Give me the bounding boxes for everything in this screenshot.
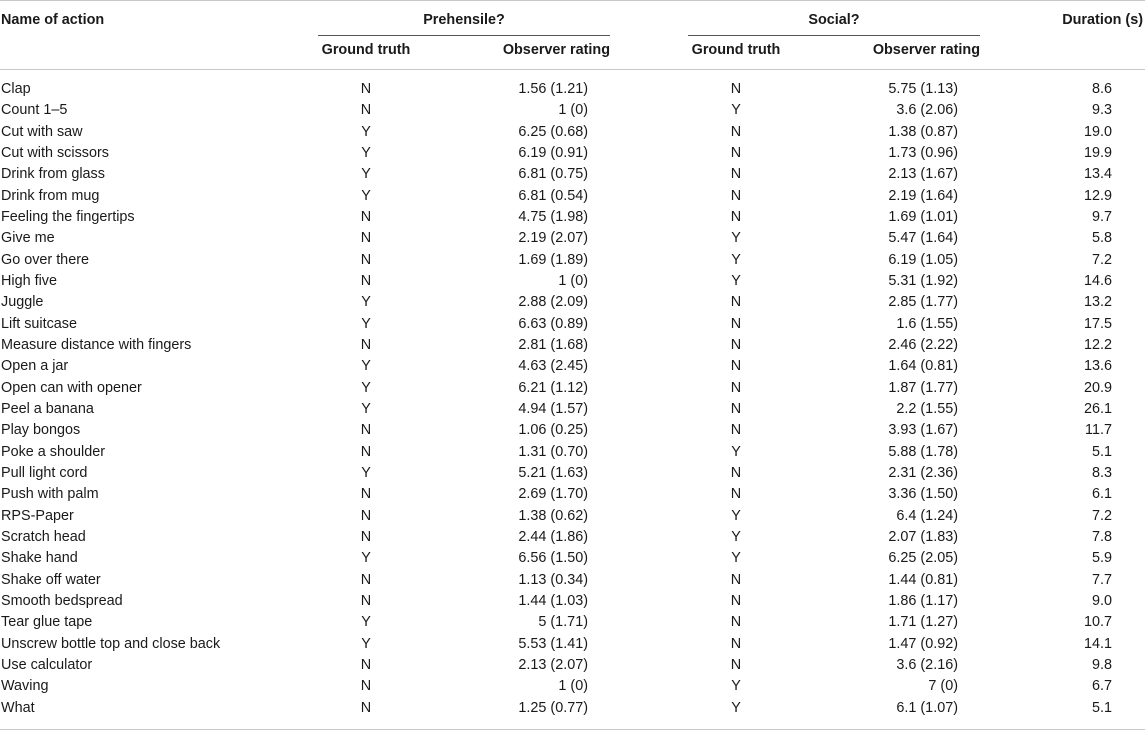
table-row	[0, 356, 1145, 377]
action-name-cell: Give me	[1, 230, 55, 247]
prehensile-ground-truth-cell: N	[360, 81, 372, 97]
table-row	[0, 698, 1145, 719]
social-observer-rating-cell: 6.19 (1.05)	[888, 251, 958, 268]
action-name-cell: Push with palm	[1, 486, 99, 503]
action-name-cell: Tear glue tape	[1, 614, 93, 631]
table-row	[0, 186, 1145, 207]
prehensile-observer-rating-cell: 1.56 (1.21)	[518, 81, 588, 97]
header-prehensile-ground-truth: Ground truth	[321, 42, 411, 58]
prehensile-observer-rating-cell: 6.19 (0.91)	[518, 144, 588, 161]
social-ground-truth-cell: N	[730, 187, 742, 204]
social-ground-truth-cell: Y	[731, 699, 741, 716]
social-ground-truth-cell: N	[730, 123, 742, 140]
prehensile-ground-truth-cell: N	[360, 251, 372, 268]
social-observer-rating-cell: 3.6 (2.06)	[896, 102, 958, 119]
prehensile-observer-rating-cell: 6.63 (0.89)	[518, 315, 588, 332]
prehensile-observer-rating-cell: 1.44 (1.03)	[518, 592, 588, 609]
action-name-cell: Cut with scissors	[1, 144, 109, 161]
header-rule	[0, 69, 1145, 70]
prehensile-ground-truth-cell: N	[360, 443, 372, 460]
header-prehensile-observer-rating: Observer rating	[502, 42, 610, 58]
social-observer-rating-cell: 1.64 (0.81)	[888, 358, 958, 375]
social-observer-rating-cell: 3.6 (2.16)	[896, 656, 958, 673]
prehensile-ground-truth-cell: N	[360, 336, 372, 353]
prehensile-observer-rating-cell: 5.21 (1.63)	[518, 464, 588, 481]
social-ground-truth-cell: N	[730, 208, 742, 225]
duration-cell: 9.0	[1091, 592, 1112, 609]
duration-cell: 19.9	[1083, 144, 1112, 161]
table-row	[0, 527, 1145, 548]
social-ground-truth-cell: N	[730, 422, 742, 439]
prehensile-observer-rating-cell: 1.25 (0.77)	[518, 699, 588, 716]
table-row	[0, 442, 1145, 463]
duration-cell: 8.3	[1091, 464, 1112, 481]
duration-cell: 17.5	[1083, 315, 1112, 332]
prehensile-ground-truth-cell: N	[360, 571, 372, 588]
prehensile-observer-rating-cell: 2.88 (2.09)	[518, 294, 588, 311]
action-name-cell: What	[1, 699, 35, 716]
social-ground-truth-cell: N	[730, 614, 742, 631]
prehensile-ground-truth-cell: Y	[361, 400, 371, 417]
prehensile-observer-rating-cell: 1.13 (0.34)	[518, 571, 588, 588]
social-ground-truth-cell: N	[730, 294, 742, 311]
prehensile-ground-truth-cell: N	[360, 102, 372, 119]
action-name-cell: Shake hand	[1, 550, 78, 567]
table-row	[0, 570, 1145, 591]
duration-cell: 5.8	[1091, 230, 1112, 247]
social-ground-truth-cell: Y	[731, 678, 741, 695]
social-observer-rating-cell: 1.86 (1.17)	[888, 592, 958, 609]
social-observer-rating-cell: 3.36 (1.50)	[888, 486, 958, 503]
social-ground-truth-cell: N	[730, 144, 742, 161]
social-ground-truth-cell: N	[730, 486, 742, 503]
social-ground-truth-cell: N	[730, 464, 742, 481]
prehensile-observer-rating-cell: 2.81 (1.68)	[518, 336, 588, 353]
prehensile-observer-rating-cell: 5.53 (1.41)	[518, 635, 588, 652]
duration-cell: 5.1	[1091, 699, 1112, 716]
duration-cell: 19.0	[1083, 123, 1112, 140]
duration-cell: 7.7	[1091, 571, 1112, 588]
prehensile-ground-truth-cell: Y	[361, 315, 371, 332]
social-ground-truth-cell: Y	[731, 272, 741, 289]
social-observer-rating-cell: 2.85 (1.77)	[888, 294, 958, 311]
table-row	[0, 164, 1145, 185]
header-duration: Duration (s)	[1062, 12, 1143, 28]
social-observer-rating-cell: 6.1 (1.07)	[896, 699, 958, 716]
action-name-cell: Drink from glass	[1, 166, 105, 183]
header-social-observer-rating: Observer rating	[872, 42, 980, 58]
prehensile-ground-truth-cell: N	[360, 678, 372, 695]
social-observer-rating-cell: 7 (0)	[928, 678, 958, 695]
social-ground-truth-cell: Y	[731, 230, 741, 247]
action-name-cell: Go over there	[1, 251, 89, 268]
social-observer-rating-cell: 1.47 (0.92)	[888, 635, 958, 652]
prehensile-observer-rating-cell: 5 (1.71)	[538, 614, 588, 631]
social-observer-rating-cell: 2.13 (1.67)	[888, 166, 958, 183]
social-observer-rating-cell: 2.31 (2.36)	[888, 464, 958, 481]
social-ground-truth-cell: N	[730, 592, 742, 609]
social-ground-truth-cell: N	[730, 315, 742, 332]
prehensile-ground-truth-cell: N	[360, 592, 372, 609]
social-observer-rating-cell: 5.88 (1.78)	[888, 443, 958, 460]
action-name-cell: Lift suitcase	[1, 315, 77, 332]
prehensile-observer-rating-cell: 6.81 (0.54)	[518, 187, 588, 204]
duration-cell: 7.8	[1091, 528, 1112, 545]
prehensile-observer-rating-cell: 4.94 (1.57)	[518, 400, 588, 417]
duration-cell: 7.2	[1091, 507, 1112, 524]
social-observer-rating-cell: 5.31 (1.92)	[888, 272, 958, 289]
prehensile-ground-truth-cell: Y	[361, 379, 371, 396]
prehensile-observer-rating-cell: 1.31 (0.70)	[518, 443, 588, 460]
social-ground-truth-cell: Y	[731, 251, 741, 268]
prehensile-ground-truth-cell: Y	[361, 144, 371, 161]
social-observer-rating-cell: 1.71 (1.27)	[888, 614, 958, 631]
social-observer-rating-cell: 2.07 (1.83)	[888, 528, 958, 545]
header-social-ground-truth: Ground truth	[691, 42, 781, 58]
prehensile-observer-rating-cell: 1.69 (1.89)	[518, 251, 588, 268]
duration-cell: 13.6	[1083, 358, 1112, 375]
social-ground-truth-cell: N	[730, 358, 742, 375]
action-name-cell: Peel a banana	[1, 400, 94, 417]
table-row	[0, 378, 1145, 399]
table-row	[0, 314, 1145, 335]
duration-cell: 9.3	[1091, 102, 1112, 119]
social-ground-truth-cell: N	[730, 400, 742, 417]
prehensile-ground-truth-cell: Y	[361, 358, 371, 375]
duration-cell: 14.1	[1083, 635, 1112, 652]
action-name-cell: Clap	[1, 81, 31, 97]
social-observer-rating-cell: 1.87 (1.77)	[888, 379, 958, 396]
prehensile-ground-truth-cell: N	[360, 422, 372, 439]
social-observer-rating-cell: 6.25 (2.05)	[888, 550, 958, 567]
prehensile-observer-rating-cell: 2.13 (2.07)	[518, 656, 588, 673]
table-row	[0, 335, 1145, 356]
prehensile-observer-rating-cell: 1 (0)	[558, 678, 588, 695]
prehensile-observer-rating-cell: 2.44 (1.86)	[518, 528, 588, 545]
action-name-cell: Cut with saw	[1, 123, 83, 140]
table-row	[0, 420, 1145, 441]
action-name-cell: Feeling the fingertips	[1, 208, 135, 225]
social-observer-rating-cell: 1.6 (1.55)	[896, 315, 958, 332]
prehensile-observer-rating-cell: 1.38 (0.62)	[518, 507, 588, 524]
duration-cell: 11.7	[1085, 422, 1112, 439]
prehensile-observer-rating-cell: 2.69 (1.70)	[518, 486, 588, 503]
prehensile-observer-rating-cell: 6.56 (1.50)	[518, 550, 588, 567]
social-observer-rating-cell: 1.69 (1.01)	[888, 208, 958, 225]
prehensile-ground-truth-cell: N	[360, 528, 372, 545]
social-ground-truth-cell: N	[730, 571, 742, 588]
action-name-cell: Smooth bedspread	[1, 592, 123, 609]
table-row	[0, 634, 1145, 655]
table-row	[0, 548, 1145, 569]
duration-cell: 10.7	[1083, 614, 1112, 631]
prehensile-observer-rating-cell: 4.63 (2.45)	[518, 358, 588, 375]
social-observer-rating-cell: 2.46 (2.22)	[888, 336, 958, 353]
action-name-cell: RPS-Paper	[1, 507, 74, 524]
action-name-cell: High five	[1, 272, 57, 289]
prehensile-observer-rating-cell: 6.25 (0.68)	[518, 123, 588, 140]
action-name-cell: Play bongos	[1, 422, 81, 439]
table-row	[0, 292, 1145, 313]
table-row	[0, 399, 1145, 420]
duration-cell: 9.8	[1091, 656, 1112, 673]
action-name-cell: Shake off water	[1, 571, 101, 588]
table-row	[0, 207, 1145, 228]
social-ground-truth-cell: N	[730, 379, 742, 396]
table-row	[0, 506, 1145, 527]
duration-cell: 6.7	[1091, 678, 1112, 695]
social-observer-rating-cell: 1.44 (0.81)	[888, 571, 958, 588]
social-ground-truth-cell: N	[730, 81, 742, 97]
social-ground-truth-cell: N	[730, 635, 742, 652]
social-observer-rating-cell: 6.4 (1.24)	[896, 507, 958, 524]
duration-cell: 9.7	[1091, 208, 1112, 225]
duration-cell: 20.9	[1083, 379, 1112, 396]
table-row	[0, 591, 1145, 612]
action-name-cell: Juggle	[1, 294, 44, 311]
social-ground-truth-cell: Y	[731, 550, 741, 567]
header-prehensile: Prehensile?	[423, 12, 505, 28]
prehensile-ground-truth-cell: N	[360, 486, 372, 503]
prehensile-observer-rating-cell: 4.75 (1.98)	[518, 208, 588, 225]
bottom-rule	[0, 729, 1145, 730]
social-ground-truth-cell: Y	[731, 102, 741, 119]
prehensile-ground-truth-cell: Y	[361, 635, 371, 652]
social-observer-rating-cell: 1.38 (0.87)	[888, 123, 958, 140]
table-row	[0, 143, 1145, 164]
table-row	[0, 79, 1145, 100]
duration-cell: 14.6	[1083, 272, 1112, 289]
duration-cell: 13.4	[1083, 166, 1112, 183]
prehensile-ground-truth-cell: Y	[361, 187, 371, 204]
table-row	[0, 122, 1145, 143]
prehensile-ground-truth-cell: N	[360, 656, 372, 673]
social-observer-rating-cell: 2.2 (1.55)	[896, 400, 958, 417]
duration-cell: 8.6	[1091, 81, 1112, 97]
social-ground-truth-cell: N	[730, 166, 742, 183]
table-row	[0, 250, 1145, 271]
table-row	[0, 484, 1145, 505]
duration-cell: 6.1	[1091, 486, 1112, 503]
prehensile-observer-rating-cell: 6.81 (0.75)	[518, 166, 588, 183]
social-ground-truth-cell: Y	[731, 507, 741, 524]
duration-cell: 12.2	[1083, 336, 1112, 353]
table-row	[0, 463, 1145, 484]
prehensile-observer-rating-cell: 1.06 (0.25)	[518, 422, 588, 439]
action-name-cell: Pull light cord	[1, 464, 88, 481]
duration-cell: 5.9	[1091, 550, 1112, 567]
action-name-cell: Count 1–5	[1, 102, 68, 119]
duration-cell: 12.9	[1083, 187, 1112, 204]
prehensile-ground-truth-cell: N	[360, 507, 372, 524]
prehensile-observer-rating-cell: 1 (0)	[558, 272, 588, 289]
social-observer-rating-cell: 1.73 (0.96)	[888, 144, 958, 161]
social-ground-truth-cell: Y	[731, 528, 741, 545]
action-name-cell: Poke a shoulder	[1, 443, 106, 460]
table-row	[0, 228, 1145, 249]
action-name-cell: Measure distance with fingers	[1, 336, 192, 353]
social-ground-truth-cell: Y	[731, 443, 741, 460]
action-name-cell: Use calculator	[1, 656, 93, 673]
prehensile-ground-truth-cell: Y	[361, 294, 371, 311]
action-name-cell: Open a jar	[1, 358, 69, 375]
social-ground-truth-cell: N	[730, 656, 742, 673]
social-group-rule	[688, 35, 980, 36]
prehensile-ground-truth-cell: Y	[361, 166, 371, 183]
social-observer-rating-cell: 5.47 (1.64)	[888, 230, 958, 247]
prehensile-ground-truth-cell: N	[360, 272, 372, 289]
table-row	[0, 655, 1145, 676]
table-row	[0, 271, 1145, 292]
social-ground-truth-cell: N	[730, 336, 742, 353]
social-observer-rating-cell: 3.93 (1.67)	[888, 422, 958, 439]
header-social: Social?	[808, 12, 860, 28]
prehensile-ground-truth-cell: Y	[361, 550, 371, 567]
header-name-of-action: Name of action	[1, 12, 105, 28]
table-row	[0, 100, 1145, 121]
duration-cell: 7.2	[1091, 251, 1112, 268]
prehensile-ground-truth-cell: Y	[361, 464, 371, 481]
action-name-cell: Waving	[1, 678, 49, 695]
action-name-cell: Scratch head	[1, 528, 86, 545]
prehensile-ground-truth-cell: Y	[361, 614, 371, 631]
prehensile-ground-truth-cell: N	[360, 208, 372, 225]
duration-cell: 26.1	[1083, 400, 1112, 417]
prehensile-observer-rating-cell: 1 (0)	[558, 102, 588, 119]
social-observer-rating-cell: 5.75 (1.13)	[888, 81, 958, 97]
action-name-cell: Open can with opener	[1, 379, 142, 396]
prehensile-ground-truth-cell: Y	[361, 123, 371, 140]
duration-cell: 13.2	[1083, 294, 1112, 311]
prehensile-ground-truth-cell: N	[360, 699, 372, 716]
action-name-cell: Drink from mug	[1, 187, 100, 204]
table-row	[0, 676, 1145, 697]
top-rule	[0, 0, 1145, 1]
social-observer-rating-cell: 2.19 (1.64)	[888, 187, 958, 204]
prehensile-observer-rating-cell: 6.21 (1.12)	[518, 379, 588, 396]
prehensile-observer-rating-cell: 2.19 (2.07)	[518, 230, 588, 247]
prehensile-ground-truth-cell: N	[360, 230, 372, 247]
action-name-cell: Unscrew bottle top and close back	[1, 635, 221, 652]
table-row	[0, 612, 1145, 633]
prehensile-group-rule	[318, 35, 610, 36]
duration-cell: 5.1	[1091, 443, 1112, 460]
